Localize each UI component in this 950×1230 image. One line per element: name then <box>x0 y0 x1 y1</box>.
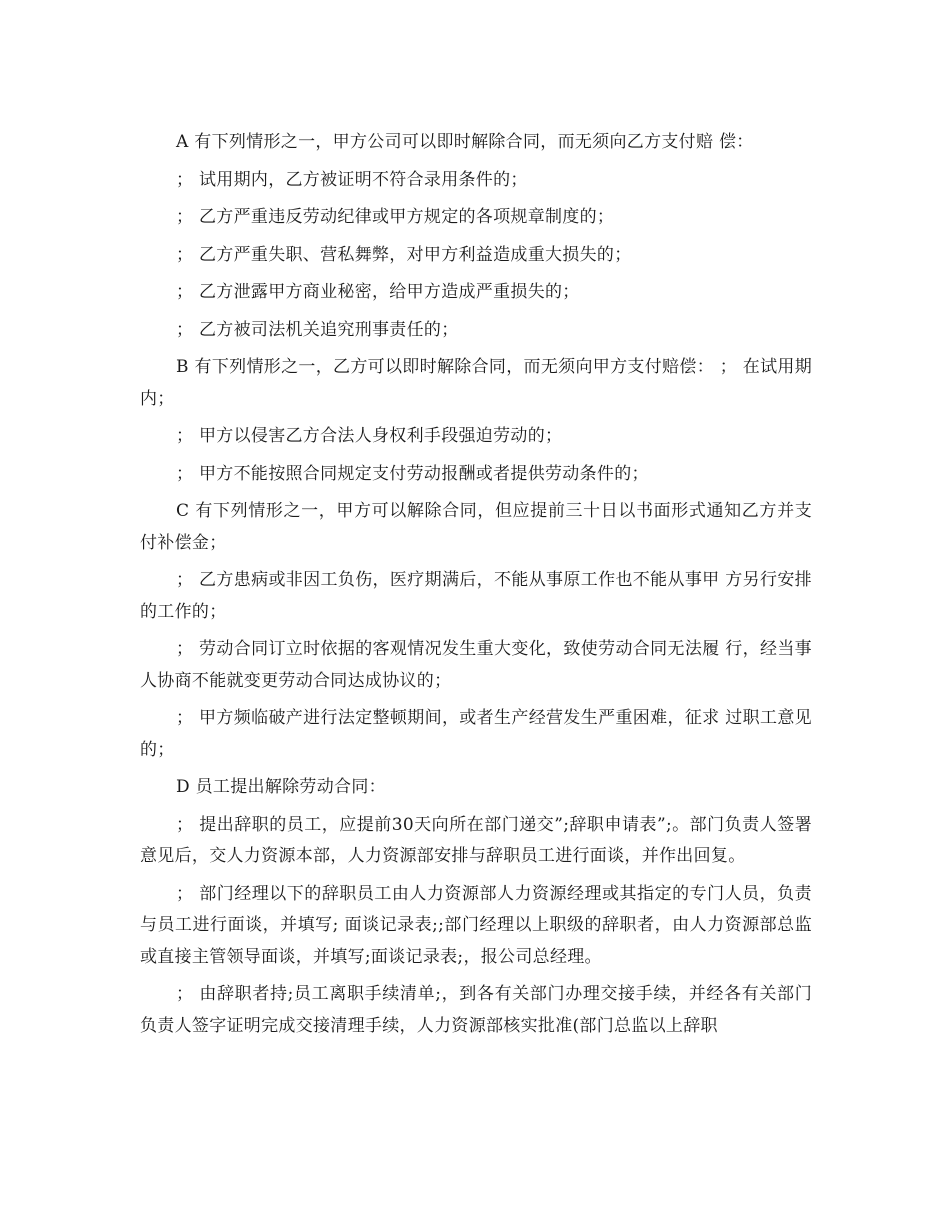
document-body <box>140 127 812 1048</box>
paragraph-a-item-1: ； 试用期内，乙方被证明不符合录用条件的； <box>176 169 528 190</box>
paragraph-b-heading: B 有下列情形之一，乙方可以即时解除合同，而无须向甲方支付赔偿： ； 在试用期内； <box>140 357 812 409</box>
paragraph-c-item-3: ； 甲方频临破产进行法定整顿期间，或者生产经营发生严重困难，征求 过职工意见的； <box>140 708 812 760</box>
paragraph-a-item-3: ； 乙方严重失职、营私舞弊，对甲方利益造成重大损失的； <box>176 244 632 265</box>
paragraph-a-heading: A 有下列情形之一，甲方公司可以即时解除合同，而无须向乙方支付赔 偿： <box>176 132 754 152</box>
paragraph-c-item-2: ； 劳动合同订立时依据的客观情况发生重大变化，致使劳动合同无法履 行，经当事人协商不能就变更劳动合同达成协议的； <box>140 639 812 691</box>
paragraph-d-item-2: ； 部门经理以下的辞职员工由人力资源部人力资源经理或其指定的专门人员，负责与员工进行面谈，并填写; 面谈记录表;;部门经理以上职级的辞职者，由人力资源部总监或直接主管领导面谈，并填写;面谈记录表;，报公司总经理。 <box>140 883 812 967</box>
paragraph-b-item-2: ； 甲方不能按照合同规定支付劳动报酬或者提供劳动条件的； <box>176 463 649 484</box>
paragraph-a-item-5: ； 乙方被司法机关追究刑事责任的； <box>176 319 459 340</box>
paragraph-a-item-4: ； 乙方泄露甲方商业秘密，给甲方造成严重损失的； <box>176 282 580 302</box>
paragraph-c-item-1: ； 乙方患病或非因工负伤，医疗期满后，不能从事原工作也不能从事甲 方另行安排的工作的； <box>140 570 812 622</box>
paragraph-d-item-1: ； 提出辞职的员工，应提前30天向所在部门递交”;辞职申请表”;。部门负责人签署意见后，交人力资源本部，人力资源部安排与辞职员工进行面谈，并作出回复。 <box>140 814 812 866</box>
paragraph-a-item-2: ； 乙方严重违反劳动纪律或甲方规定的各项规章制度的； <box>176 207 615 227</box>
paragraph-d-item-3: ； 由辞职者持;员工离职手续清单;，到各有关部门办理交接手续，并经各有关部门负责人签字证明完成交接清理手续，人力资源部核实批准(部门总监以上辞职 <box>140 984 812 1036</box>
paragraph-c-heading: C 有下列情形之一，甲方可以解除合同，但应提前三十日以书面形式通知乙方并支付补偿金； <box>140 501 812 553</box>
paragraph-b-item-1: ； 甲方以侵害乙方合法人身权利手段强迫劳动的； <box>176 426 563 446</box>
paragraph-d-heading: D 员工提出解除劳动合同： <box>176 777 386 797</box>
